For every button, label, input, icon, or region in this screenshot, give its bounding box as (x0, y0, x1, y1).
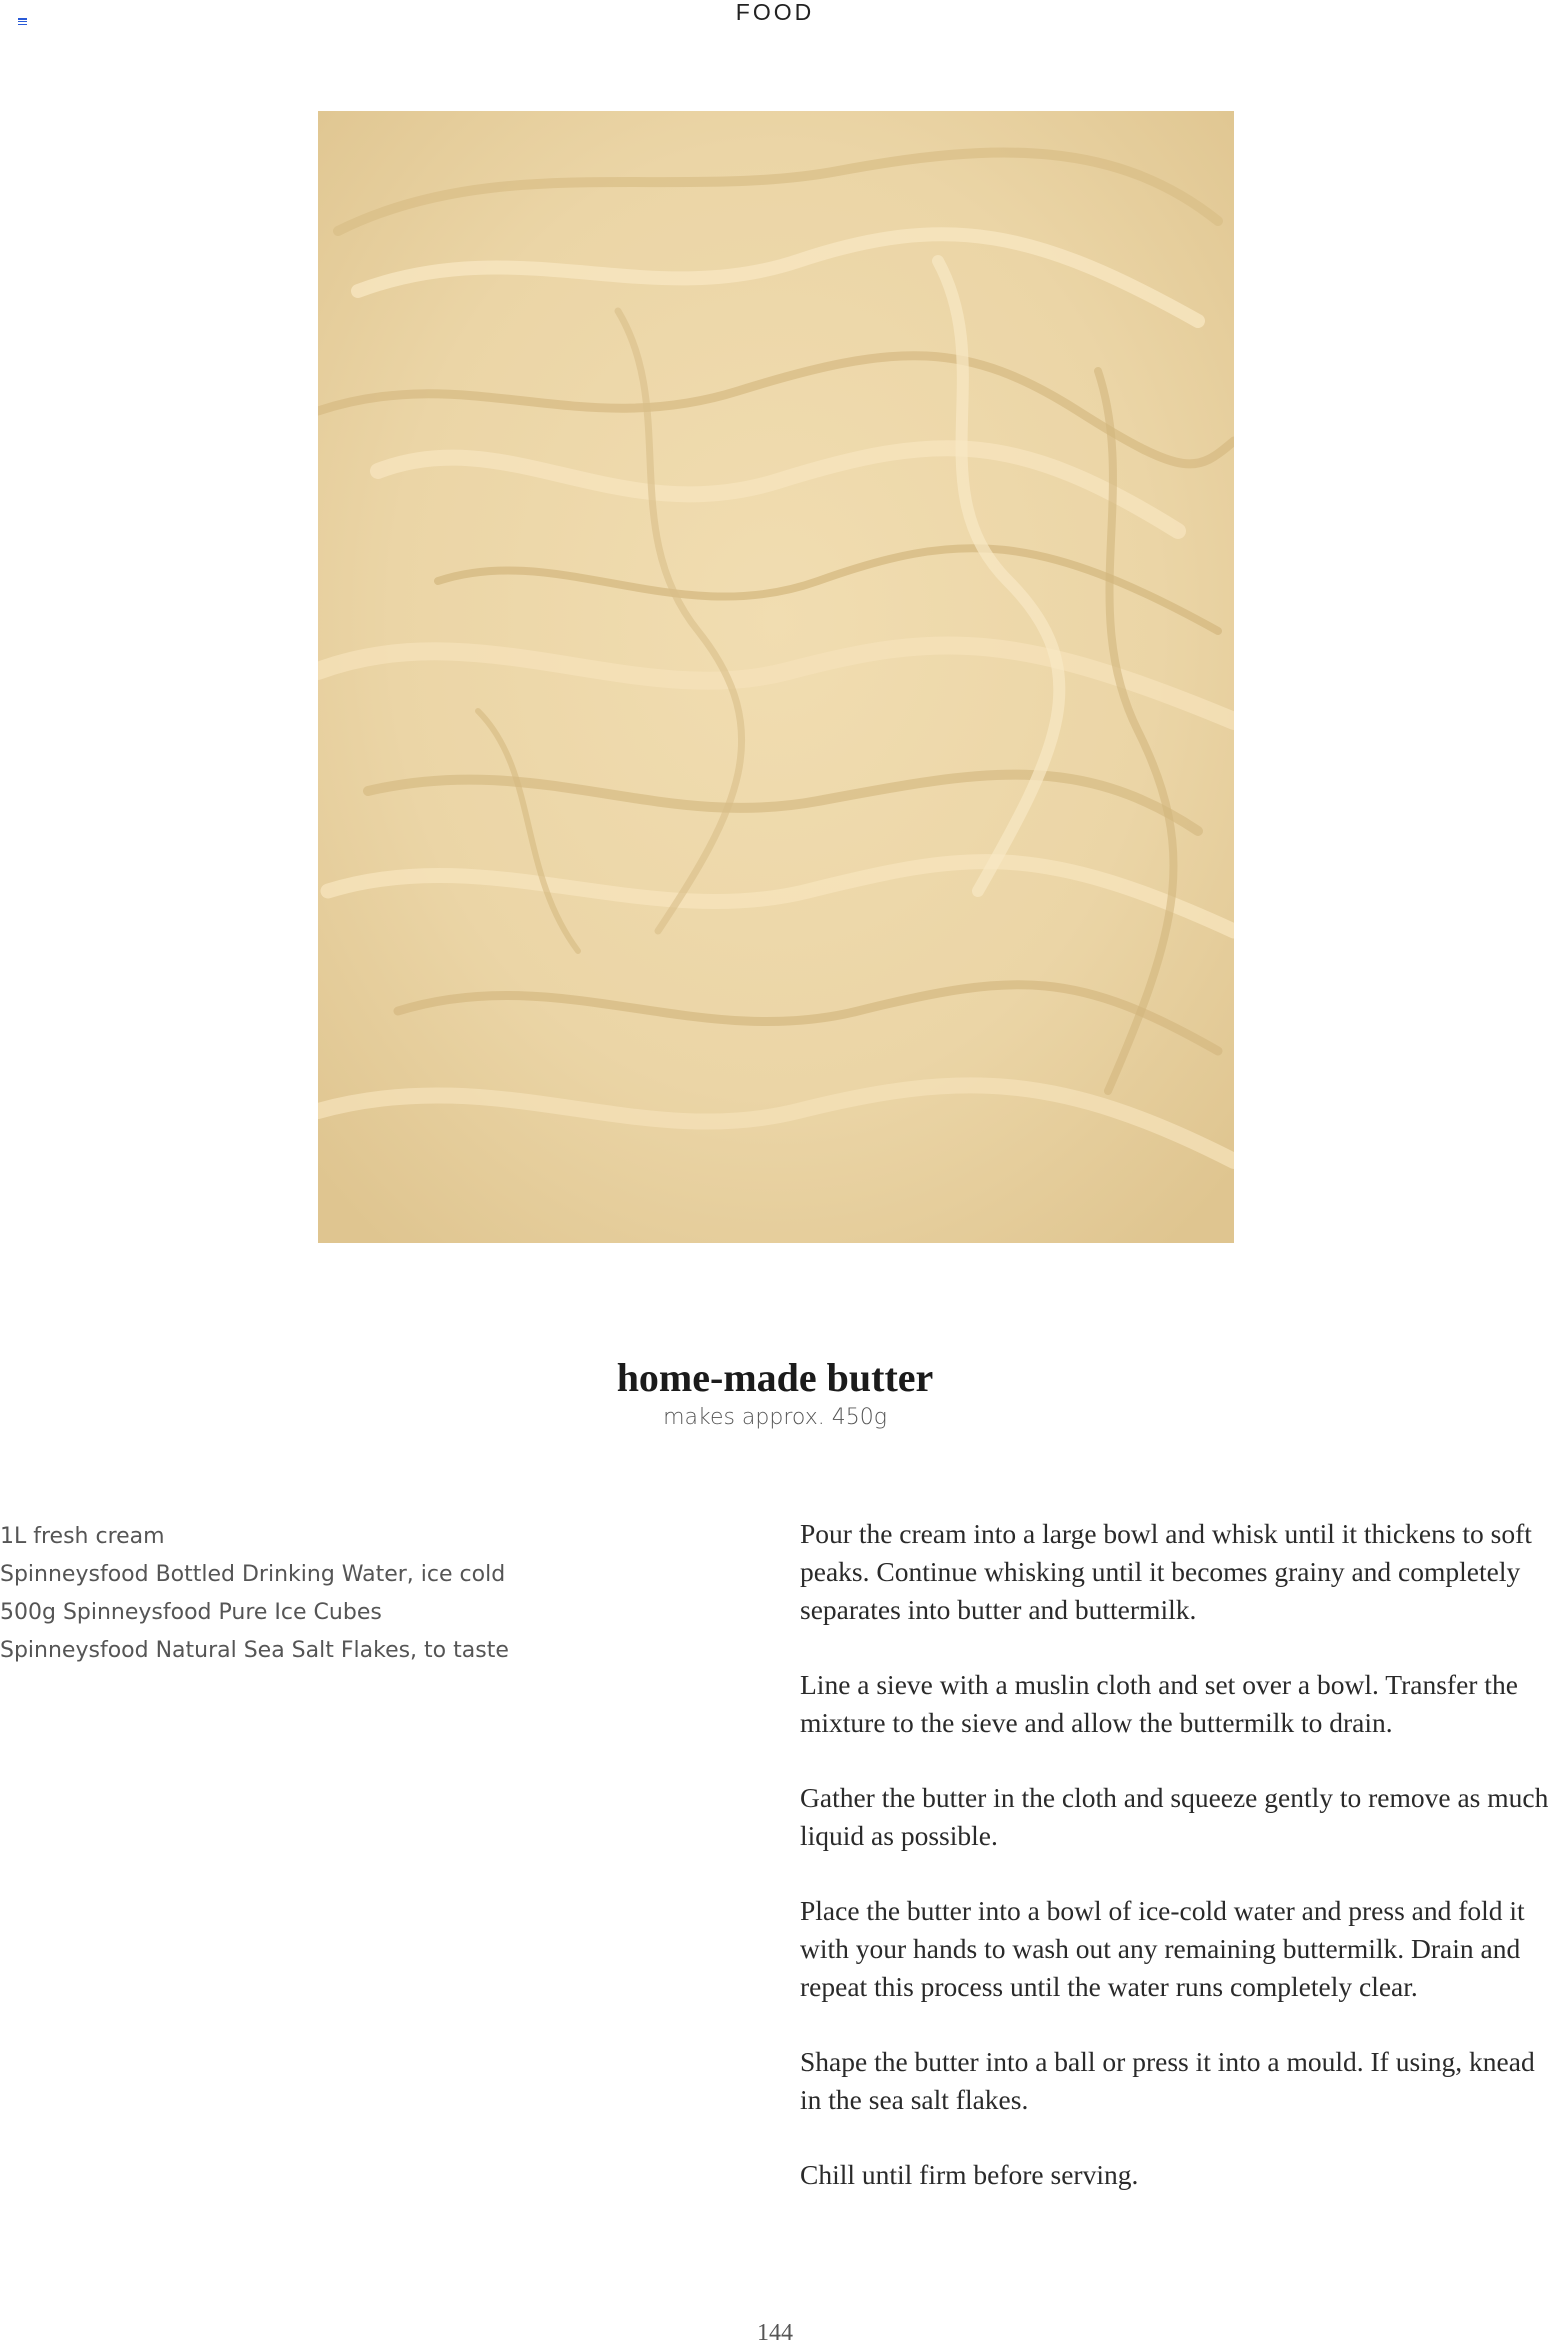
ingredient-item: Spinneysfood Natural Sea Salt Flakes, to taste (0, 1638, 509, 1663)
method-steps (800, 1515, 1550, 2231)
butter-photo (318, 111, 1234, 1243)
ingredient-item: Spinneysfood Bottled Drinking Water, ice cold (0, 1562, 506, 1587)
ingredients-list (0, 1518, 720, 1670)
section-label: FOOD (735, 0, 815, 25)
method-step: Pour the cream into a large bowl and whisk until it thickens to soft peaks. Continue whisking until it becomes grainy and completely separates into butter and buttermilk. (800, 1518, 1532, 1625)
recipe-yield: makes approx. 450g (663, 1405, 887, 1430)
page-number: 144 (757, 2320, 793, 2346)
method-step: Place the butter into a bowl of ice-cold water and press and fold it with your hands to wash out any remaining buttermilk. Drain and repeat this process until the water runs completely clear. (800, 1895, 1525, 2002)
recipe-title: home-made butter (616, 1355, 934, 1400)
ingredient-item: 500g Spinneysfood Pure Ice Cubes (0, 1600, 382, 1625)
method-step: Line a sieve with a muslin cloth and set over a bowl. Transfer the mixture to the sieve and allow the buttermilk to drain. (800, 1669, 1518, 1738)
method-step: Shape the butter into a ball or press it into a mould. If using, knead in the sea salt flakes. (800, 2046, 1535, 2115)
method-step: Gather the butter in the cloth and squeeze gently to remove as much liquid as possible. (800, 1782, 1549, 1851)
ingredient-item: 1L fresh cream (0, 1524, 165, 1549)
butter-texture-image (318, 111, 1234, 1243)
method-step: Chill until firm before serving. (800, 2159, 1139, 2190)
